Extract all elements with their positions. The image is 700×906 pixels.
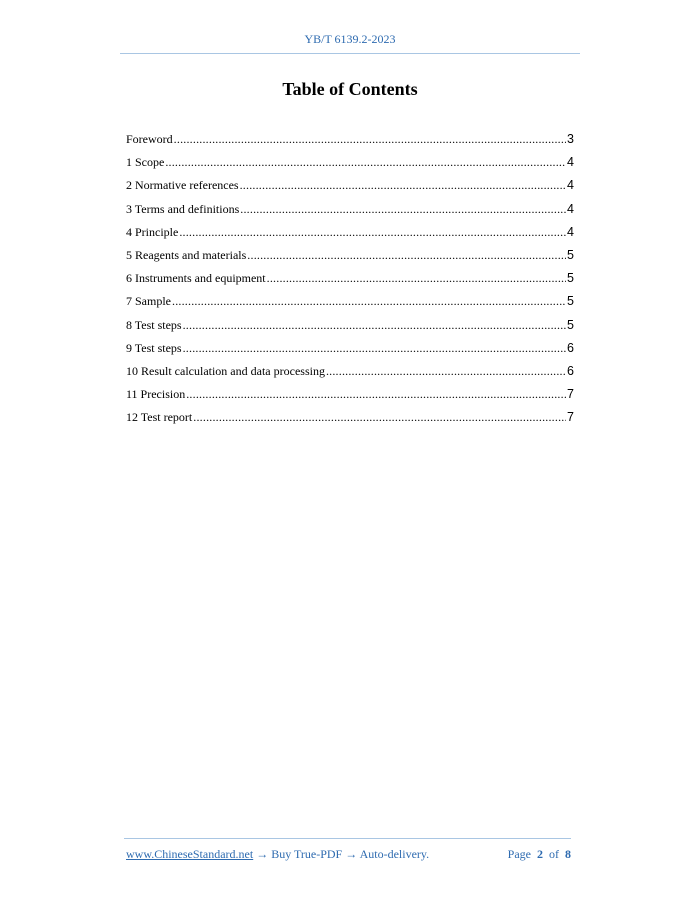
dot-leader [240,199,566,219]
page-word: Page [507,847,531,861]
toc-entry-label: Foreword [126,132,173,146]
toc-entry[interactable] [126,245,574,268]
toc-entry-label: 10 Result calculation and data processing [126,363,325,378]
toc-entry-page: 7 [567,410,574,425]
toc-entry-label: 1 Scope [126,155,165,170]
page-total: 8 [565,847,571,861]
toc-list [126,129,574,430]
toc-entry-page: 5 [567,271,574,286]
toc-entry[interactable] [126,338,574,361]
dot-leader [247,245,566,265]
toc-entry-label: 11 Precision [126,387,186,402]
dot-leader [165,152,566,172]
toc-entry-page: 3 [567,132,574,146]
dot-leader [172,291,566,311]
toc-entry[interactable] [126,175,574,198]
site-link[interactable]: www.ChineseStandard.net [126,847,254,861]
toc-entry-page: 5 [567,247,574,262]
toc-entry[interactable] [126,361,574,384]
header-divider [120,53,580,54]
toc-entry-label: 9 Test steps [126,340,182,355]
document-header: YB/T 6139.2-2023 [304,32,396,46]
dot-leader [174,129,566,149]
dot-leader [186,384,566,404]
toc-entry-page: 6 [567,340,574,355]
toc-entry-page: 4 [567,201,574,216]
toc-entry-page: 5 [567,294,574,309]
page-current: 2 [537,847,543,861]
toc-entry-label: 6 Instruments and equipment [126,271,266,286]
dot-leader [179,222,566,242]
dot-leader [193,407,566,427]
toc-entry[interactable] [126,222,574,245]
toc-entry[interactable] [126,384,574,407]
toc-entry-page: 4 [567,224,574,239]
toc-entry-label: 3 Terms and definitions [126,201,240,216]
buy-text: Buy True-PDF [271,847,343,861]
footer-divider [124,838,571,839]
dot-leader [183,315,566,335]
page-indicator [508,847,571,862]
toc-entry[interactable] [126,129,574,152]
toc-entry-page: 4 [567,155,574,170]
arrow-right-icon: → [345,847,358,861]
toc-entry-label: 7 Sample [126,294,171,309]
toc-entry[interactable] [126,199,574,222]
toc-entry-label: 5 Reagents and materials [126,247,247,262]
toc-entry[interactable] [126,152,574,175]
page-footer [126,847,573,863]
toc-entry-label: 2 Normative references [126,178,239,193]
toc-entry-page: 7 [567,387,574,402]
dot-leader [267,268,566,288]
footer-promo [126,847,429,862]
toc-entry[interactable] [126,268,574,291]
delivery-text: Auto-delivery. [359,847,430,861]
toc-entry-label: 4 Principle [126,224,179,239]
toc-entry-label: 12 Test report [126,410,193,425]
dot-leader [326,361,566,381]
toc-title: Table of Contents [282,79,418,99]
dot-leader [240,175,566,195]
dot-leader [183,338,566,358]
toc-entry-page: 4 [567,178,574,193]
toc-entry-label: 8 Test steps [126,317,182,332]
toc-entry-page: 6 [567,363,574,378]
toc-entry[interactable] [126,407,574,430]
of-word: of [549,847,559,861]
arrow-right-icon: → [256,847,269,861]
toc-entry[interactable] [126,291,574,314]
toc-entry[interactable] [126,315,574,338]
toc-entry-page: 5 [567,317,574,332]
